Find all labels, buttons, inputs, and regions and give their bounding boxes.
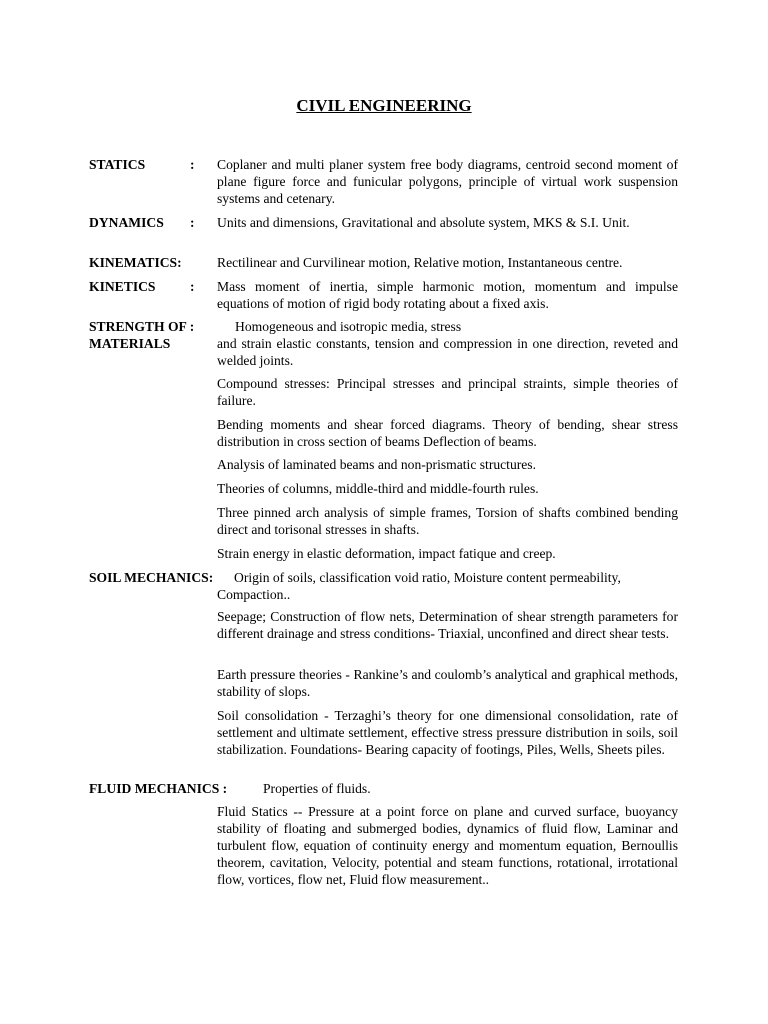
- strength-text-1: and strain elastic constants, tension and compression in one direction, reveted and welded joints.: [217, 336, 678, 368]
- statics-label: STATICS: [89, 157, 146, 172]
- kinetics-colon: :: [190, 279, 195, 294]
- fluid-inline-text: Properties of fluids.: [263, 781, 371, 796]
- soil-text-2: Seepage; Construction of flow nets, Determination of shear strength parameters for different drainage and stress conditions- Triaxial, unconfined and direct shear tests.: [217, 609, 678, 641]
- kinetics-label: KINETICS: [89, 279, 156, 294]
- strength-inline-text: Homogeneous and isotropic media, stress: [235, 319, 462, 334]
- fluid-label: FLUID MECHANICS :: [89, 781, 228, 796]
- strength-text-2: Compound stresses: Principal stresses and principal straints, simple theories of failure.: [217, 376, 678, 408]
- kinematics-text: Rectilinear and Curvilinear motion, Relative motion, Instantaneous centre.: [217, 255, 623, 270]
- strength-label-line2: MATERIALS: [89, 336, 171, 351]
- dynamics-label: DYNAMICS: [89, 215, 164, 230]
- kinematics-label: KINEMATICS:: [89, 255, 182, 270]
- kinetics-text: Mass moment of inertia, simple harmonic motion, momentum and impulse equations of motion of rigid body rotating about a fixed axis.: [217, 279, 678, 311]
- statics-text: Coplaner and multi planer system free body diagrams, centroid second moment of plane figure force and funicular polygons, principle of virtual work suspension systems and cetenary.: [217, 157, 678, 206]
- soil-text-1: Compaction..: [217, 587, 291, 602]
- fluid-text-1: Fluid Statics -- Pressure at a point force on plane and curved surface, buoyancy stability of floating and submerged bodies, dynamics of fluid flow, Laminar and turbulent flow, equation of continuity energy and momentum equation, Bernoullis theorem, cavitation, Velocity, potential and steam functions, rotational, irrotational flow, vortices, flow net, Fluid flow measurement..: [217, 804, 678, 887]
- strength-text-4: Analysis of laminated beams and non-prismatic structures.: [217, 457, 536, 472]
- strength-text-5: Theories of columns, middle-third and middle-fourth rules.: [217, 481, 539, 496]
- soil-inline-text: Origin of soils, classification void ratio, Moisture content permeability,: [234, 570, 621, 585]
- soil-text-4: Soil consolidation - Terzaghi’s theory for one dimensional consolidation, rate of settlement and ultimate settlement, effective stress pressure distribution in soils, soil stabilization. Foundations- Bearing capacity of footings, Piles, Wells, Sheets piles.: [217, 708, 678, 757]
- strength-label-line1: STRENGTH OF :: [89, 319, 195, 334]
- dynamics-text: Units and dimensions, Gravitational and absolute system, MKS & S.I. Unit.: [217, 215, 630, 230]
- dynamics-colon: :: [190, 215, 195, 230]
- soil-text-3: Earth pressure theories - Rankine’s and coulomb’s analytical and graphical methods, stability of slops.: [217, 667, 678, 699]
- statics-colon: :: [190, 157, 195, 172]
- soil-label: SOIL MECHANICS:: [89, 570, 214, 585]
- strength-text-6: Three pinned arch analysis of simple frames, Torsion of shafts combined bending direct and torisonal stresses in shafts.: [217, 505, 678, 537]
- strength-text-7: Strain energy in elastic deformation, impact fatique and creep.: [217, 546, 556, 561]
- page-title: CIVIL ENGINEERING: [296, 96, 472, 115]
- strength-text-3: Bending moments and shear forced diagrams. Theory of bending, shear stress distribution in cross section of beams Deflection of beams.: [217, 417, 678, 449]
